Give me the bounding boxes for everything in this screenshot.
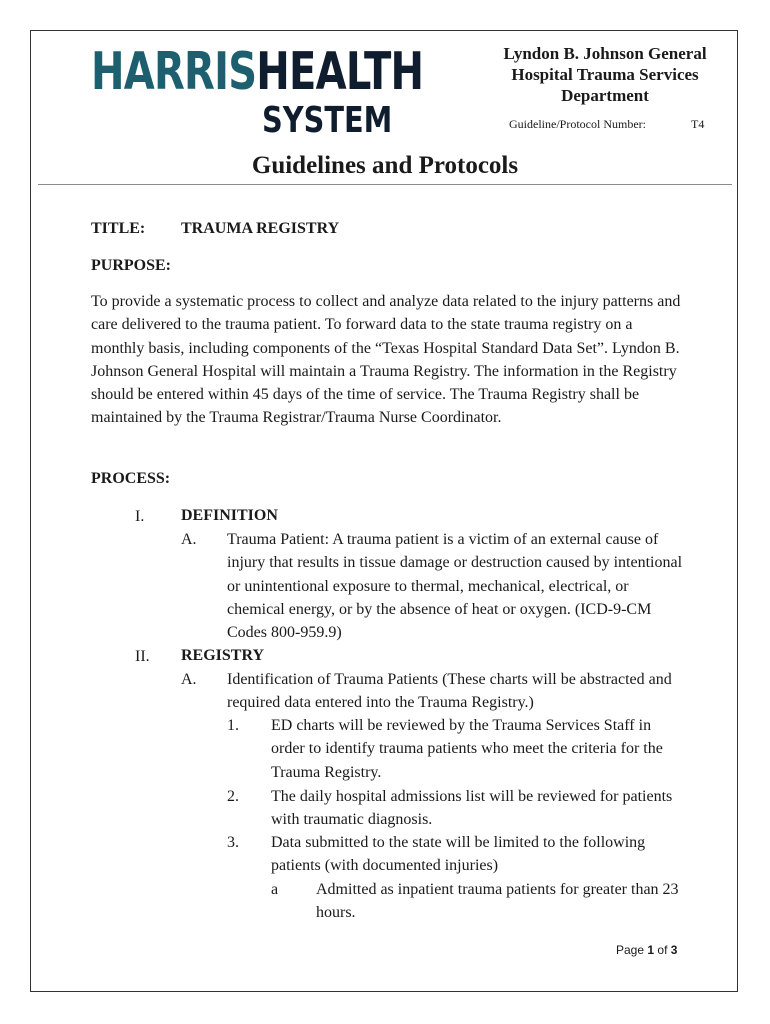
harris-health-logo [91,44,441,140]
department-name: Lyndon B. Johnson General Hospital Trauma Services Department [503,44,707,105]
section-2-numeral: II. [135,648,150,665]
section-2-item-a-marker: A. [181,671,197,688]
section-2-heading: REGISTRY [181,647,265,664]
section-1-heading: DEFINITION [181,507,278,524]
section-2-item-a-text: Identification of Trauma Patients (These charts will be abstracted and required data entered into the Trauma Registry.) [227,671,672,712]
section-2-sub-2-text: The daily hospital admissions list will be reviewed for patients with traumatic diagnosis. [271,788,673,829]
section-1-item-a-text: Trauma Patient: A trauma patient is a victim of an external cause of injury that results in tissue damage or destruction caused by intentional or unintentional exposure to thermal, mechanical, electrical, or chemical energy, or by the absence of heat or oxygen. (ICD-9-CM Codes 800-959.9) [227,531,683,642]
section-2-sub-3a-marker: a [271,881,279,898]
section-2-sub-3a-text: Admitted as inpatient trauma patients for greater than 23 hours. [316,881,679,922]
section-2-sub-3-text: Data submitted to the state will be limited to the following patients (with documented injuries) [271,834,646,875]
logo-word-system: SYSTEM [262,100,393,141]
document-title: Guidelines and Protocols [251,152,519,179]
logo-word-health: HEALTH [256,42,424,102]
section-2-sub-1-marker: 1. [227,717,239,734]
section-1-numeral: I. [135,508,145,525]
section-1-item-a-marker: A. [181,531,197,548]
purpose-paragraph: To provide a systematic process to collect and analyze data related to the injury patterns and care delivered to the trauma patient. To forward data to the state trauma registry on a monthly basis, including components of the “Texas Hospital Standard Data Set”. Lyndon B. Johnson General Hospital will maintain a Trauma Registry. The information in the Registry should be entered within 45 days of the time of service. The Trauma Registry shall be maintained by the Trauma Registrar/Trauma Nurse Coordinator. [91,293,681,427]
section-2-sub-1-text: ED charts will be reviewed by the Trauma Services Staff in order to identify trauma patients who meet the criteria for the Trauma Registry. [271,717,663,781]
logo-word-harris: HARRIS [91,42,257,102]
protocol-number-label: Guideline/Protocol Number: [509,117,646,131]
section-2-sub-2-marker: 2. [227,788,239,805]
title-divider [38,184,732,185]
page-number: Page 1 of 3 [616,943,678,957]
title-value: TRAUMA REGISTRY [181,220,340,237]
process-label: PROCESS: [91,470,171,487]
purpose-label: PURPOSE: [91,257,171,274]
title-label: TITLE: [91,220,146,237]
logo-line-top [91,44,423,100]
protocol-number-value: T4 [691,117,705,131]
section-2-sub-3-marker: 3. [227,834,239,851]
